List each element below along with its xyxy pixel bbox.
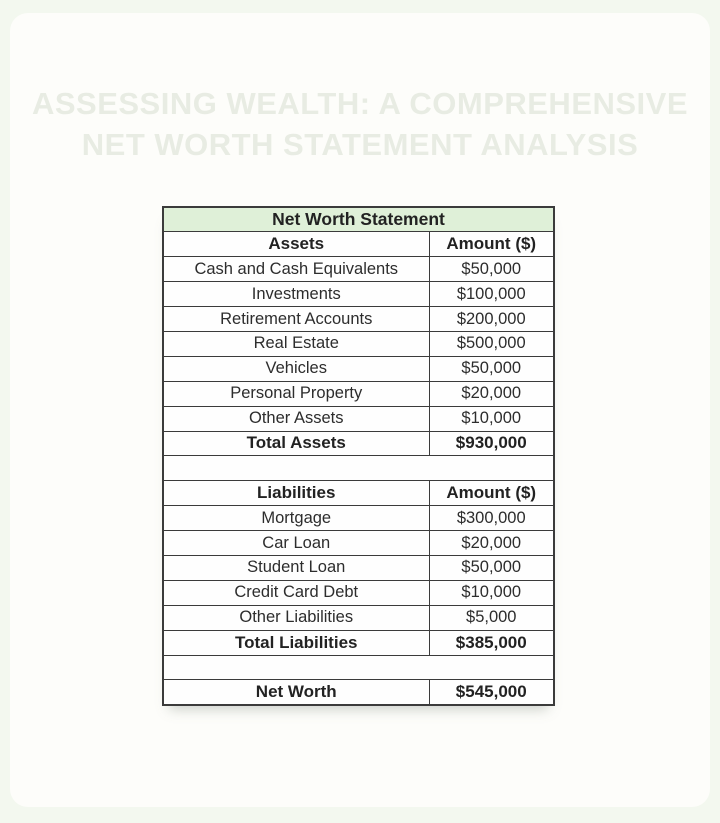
assets-header-amount: Amount ($) xyxy=(429,232,554,257)
liability-label: Other Liabilities xyxy=(163,605,429,630)
spacer-cell xyxy=(163,456,554,481)
asset-amount: $50,000 xyxy=(429,257,554,282)
spacer-row xyxy=(163,655,554,680)
liabilities-header-row xyxy=(163,481,554,506)
total-assets-row xyxy=(163,431,554,456)
liabilities-header-amount: Amount ($) xyxy=(429,481,554,506)
table-row xyxy=(163,605,554,630)
asset-label: Cash and Cash Equivalents xyxy=(163,257,429,282)
asset-label: Real Estate xyxy=(163,331,429,356)
liability-label: Mortgage xyxy=(163,506,429,531)
liabilities-header-label: Liabilities xyxy=(163,481,429,506)
page-title-line-1: ASSESSING WEALTH: A COMPREHENSIVE xyxy=(31,86,689,121)
liability-label: Car Loan xyxy=(163,531,429,556)
table-row xyxy=(163,307,554,332)
asset-amount: $50,000 xyxy=(429,356,554,381)
net-worth-row xyxy=(163,680,554,705)
content-card xyxy=(10,13,710,807)
table-row xyxy=(163,506,554,531)
asset-amount: $500,000 xyxy=(429,331,554,356)
table-row xyxy=(163,406,554,431)
net-worth-table xyxy=(162,206,555,706)
net-worth-table-container xyxy=(162,206,555,706)
liability-label: Credit Card Debt xyxy=(163,580,429,605)
spacer-row xyxy=(163,456,554,481)
asset-amount: $10,000 xyxy=(429,406,554,431)
net-worth-amount: $545,000 xyxy=(429,680,554,705)
spacer-cell xyxy=(163,655,554,680)
total-assets-label: Total Assets xyxy=(163,431,429,456)
asset-amount: $20,000 xyxy=(429,381,554,406)
asset-amount: $100,000 xyxy=(429,282,554,307)
total-assets-amount: $930,000 xyxy=(429,431,554,456)
liability-label: Student Loan xyxy=(163,555,429,580)
table-title-row xyxy=(163,207,554,232)
asset-amount: $200,000 xyxy=(429,307,554,332)
page-title xyxy=(10,83,710,165)
asset-label: Other Assets xyxy=(163,406,429,431)
asset-label: Vehicles xyxy=(163,356,429,381)
liability-amount: $5,000 xyxy=(429,605,554,630)
total-liabilities-label: Total Liabilities xyxy=(163,630,429,655)
assets-header-row xyxy=(163,232,554,257)
table-row xyxy=(163,555,554,580)
table-row xyxy=(163,381,554,406)
table-row xyxy=(163,282,554,307)
table-row xyxy=(163,580,554,605)
asset-label: Retirement Accounts xyxy=(163,307,429,332)
table-row xyxy=(163,331,554,356)
liability-amount: $50,000 xyxy=(429,555,554,580)
table-row xyxy=(163,531,554,556)
page-title-line-2: NET WORTH STATEMENT ANALYSIS xyxy=(81,127,639,162)
total-liabilities-row xyxy=(163,630,554,655)
total-liabilities-amount: $385,000 xyxy=(429,630,554,655)
asset-label: Personal Property xyxy=(163,381,429,406)
table-row xyxy=(163,356,554,381)
liability-amount: $20,000 xyxy=(429,531,554,556)
net-worth-label: Net Worth xyxy=(163,680,429,705)
liability-amount: $10,000 xyxy=(429,580,554,605)
liability-amount: $300,000 xyxy=(429,506,554,531)
table-title: Net Worth Statement xyxy=(163,207,554,232)
assets-header-label: Assets xyxy=(163,232,429,257)
table-row xyxy=(163,257,554,282)
asset-label: Investments xyxy=(163,282,429,307)
